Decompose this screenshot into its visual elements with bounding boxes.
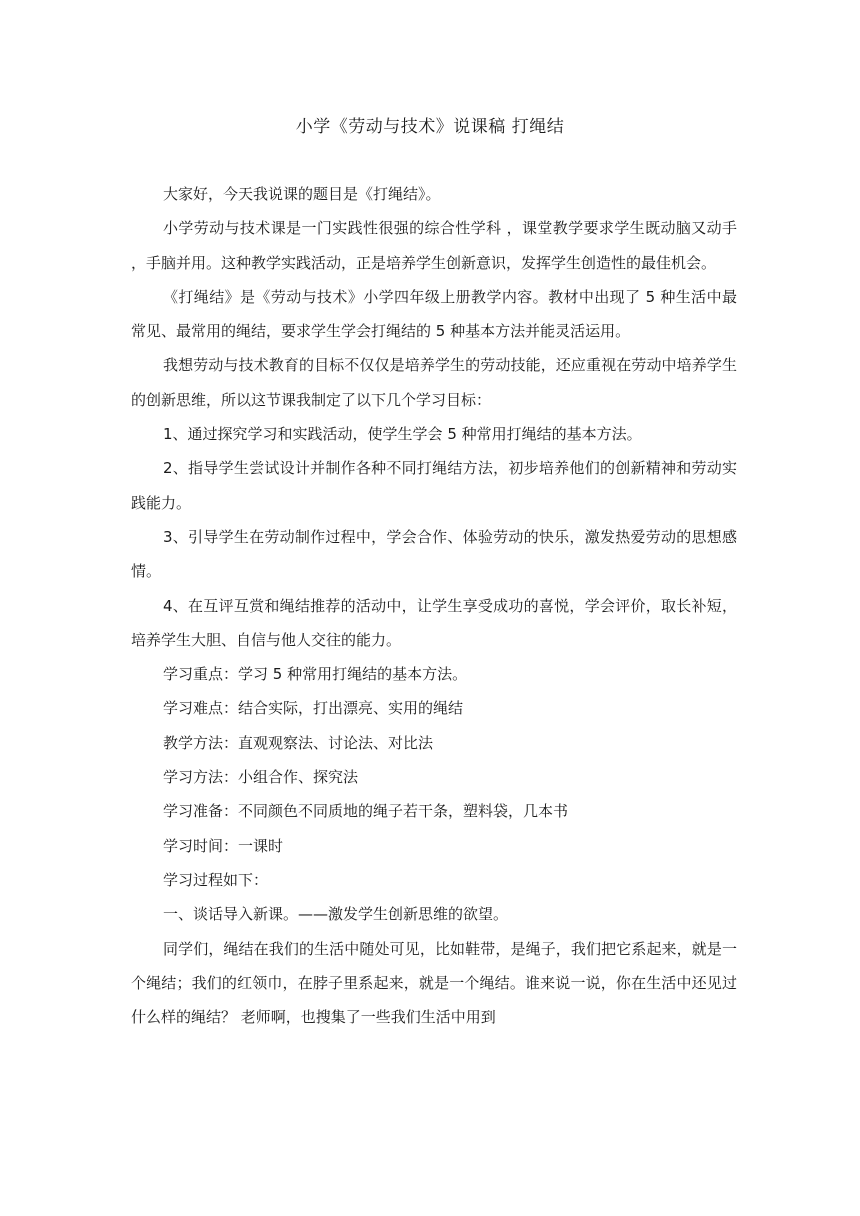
paragraph-objective-2: 2、指导学生尝试设计并制作各种不同打绳结方法，初步培养他们的创新精神和劳动实践能力。 xyxy=(131,459,737,512)
paragraph-greeting: 大家好，今天我说课的题目是《打绳结》。 xyxy=(163,185,441,203)
paragraph-time: 学习时间：一课时 xyxy=(163,836,284,855)
paragraph-objective-3: 3、引导学生在劳动制作过程中，学会合作、体验劳动的快乐，激发热爱劳动的思想感情。 xyxy=(131,527,737,581)
paragraph-process-intro: 学习过程如下： xyxy=(163,870,269,889)
paragraph-objectives-intro: 我想劳动与技术教育的目标不仅仅是培养学生的劳动技能，还应重视在劳动中培养学生的创新思维，所以这节课我制定了以下几个学习目标： xyxy=(131,356,737,409)
paragraph-textbook-content: 《打绳结》是《劳动与技术》小学四年级上册教学内容。教材中出现了 5 种生活中最常见、最常用的绳结，要求学生学会打绳结的 5 种基本方法并能灵活运用。 xyxy=(131,287,737,341)
document-title: 小学《劳动与技术》说课稿 打绳结 xyxy=(295,117,565,137)
paragraph-difficulty: 学习难点：结合实际，打出漂亮、实用的绳结 xyxy=(163,699,464,718)
paragraph-learning-method: 学习方法：小组合作、探究法 xyxy=(163,768,359,787)
document-body xyxy=(131,177,737,1034)
paragraph-key-point: 学习重点：学习 5 种常用打绳结的基本方法。 xyxy=(163,665,468,684)
paragraph-teaching-method: 教学方法：直观观察法、讨论法、对比法 xyxy=(163,733,434,752)
paragraph-section-1-body: 同学们，绳结在我们的生活中随处可见，比如鞋带，是绳子，我们把它系起来，就是一个绳结；我们的红领巾，在脖子里系起来，就是一个绳结。谁来说一说，你在生活中还见过什么样的绳结？ 老师啊，也搜集了一些我们生活中用到 xyxy=(131,939,737,1027)
paragraph-objective-1: 1、通过探究学习和实践活动，使学生学会 5 种常用打绳结的基本方法。 xyxy=(163,425,642,444)
paragraph-section-1-heading: 一、谈话导入新课。——激发学生创新思维的欲望。 xyxy=(163,905,509,924)
paragraph-objective-4: 4、在互评互赏和绳结推荐的活动中，让学生享受成功的喜悦，学会评价，取长补短，培养学生大胆、自信与他人交往的能力。 xyxy=(131,596,737,649)
paragraph-subject-intro: 小学劳动与技术课是一门实践性很强的综合性学科 ，课堂教学要求学生既动脑又动手 ，手脑并用。这种教学实践活动，正是培养学生创新意识，发挥学生创造性的最佳机会。 xyxy=(131,219,737,272)
paragraph-preparation: 学习准备：不同颜色不同质地的绳子若干条，塑料袋，几本书 xyxy=(163,802,569,821)
